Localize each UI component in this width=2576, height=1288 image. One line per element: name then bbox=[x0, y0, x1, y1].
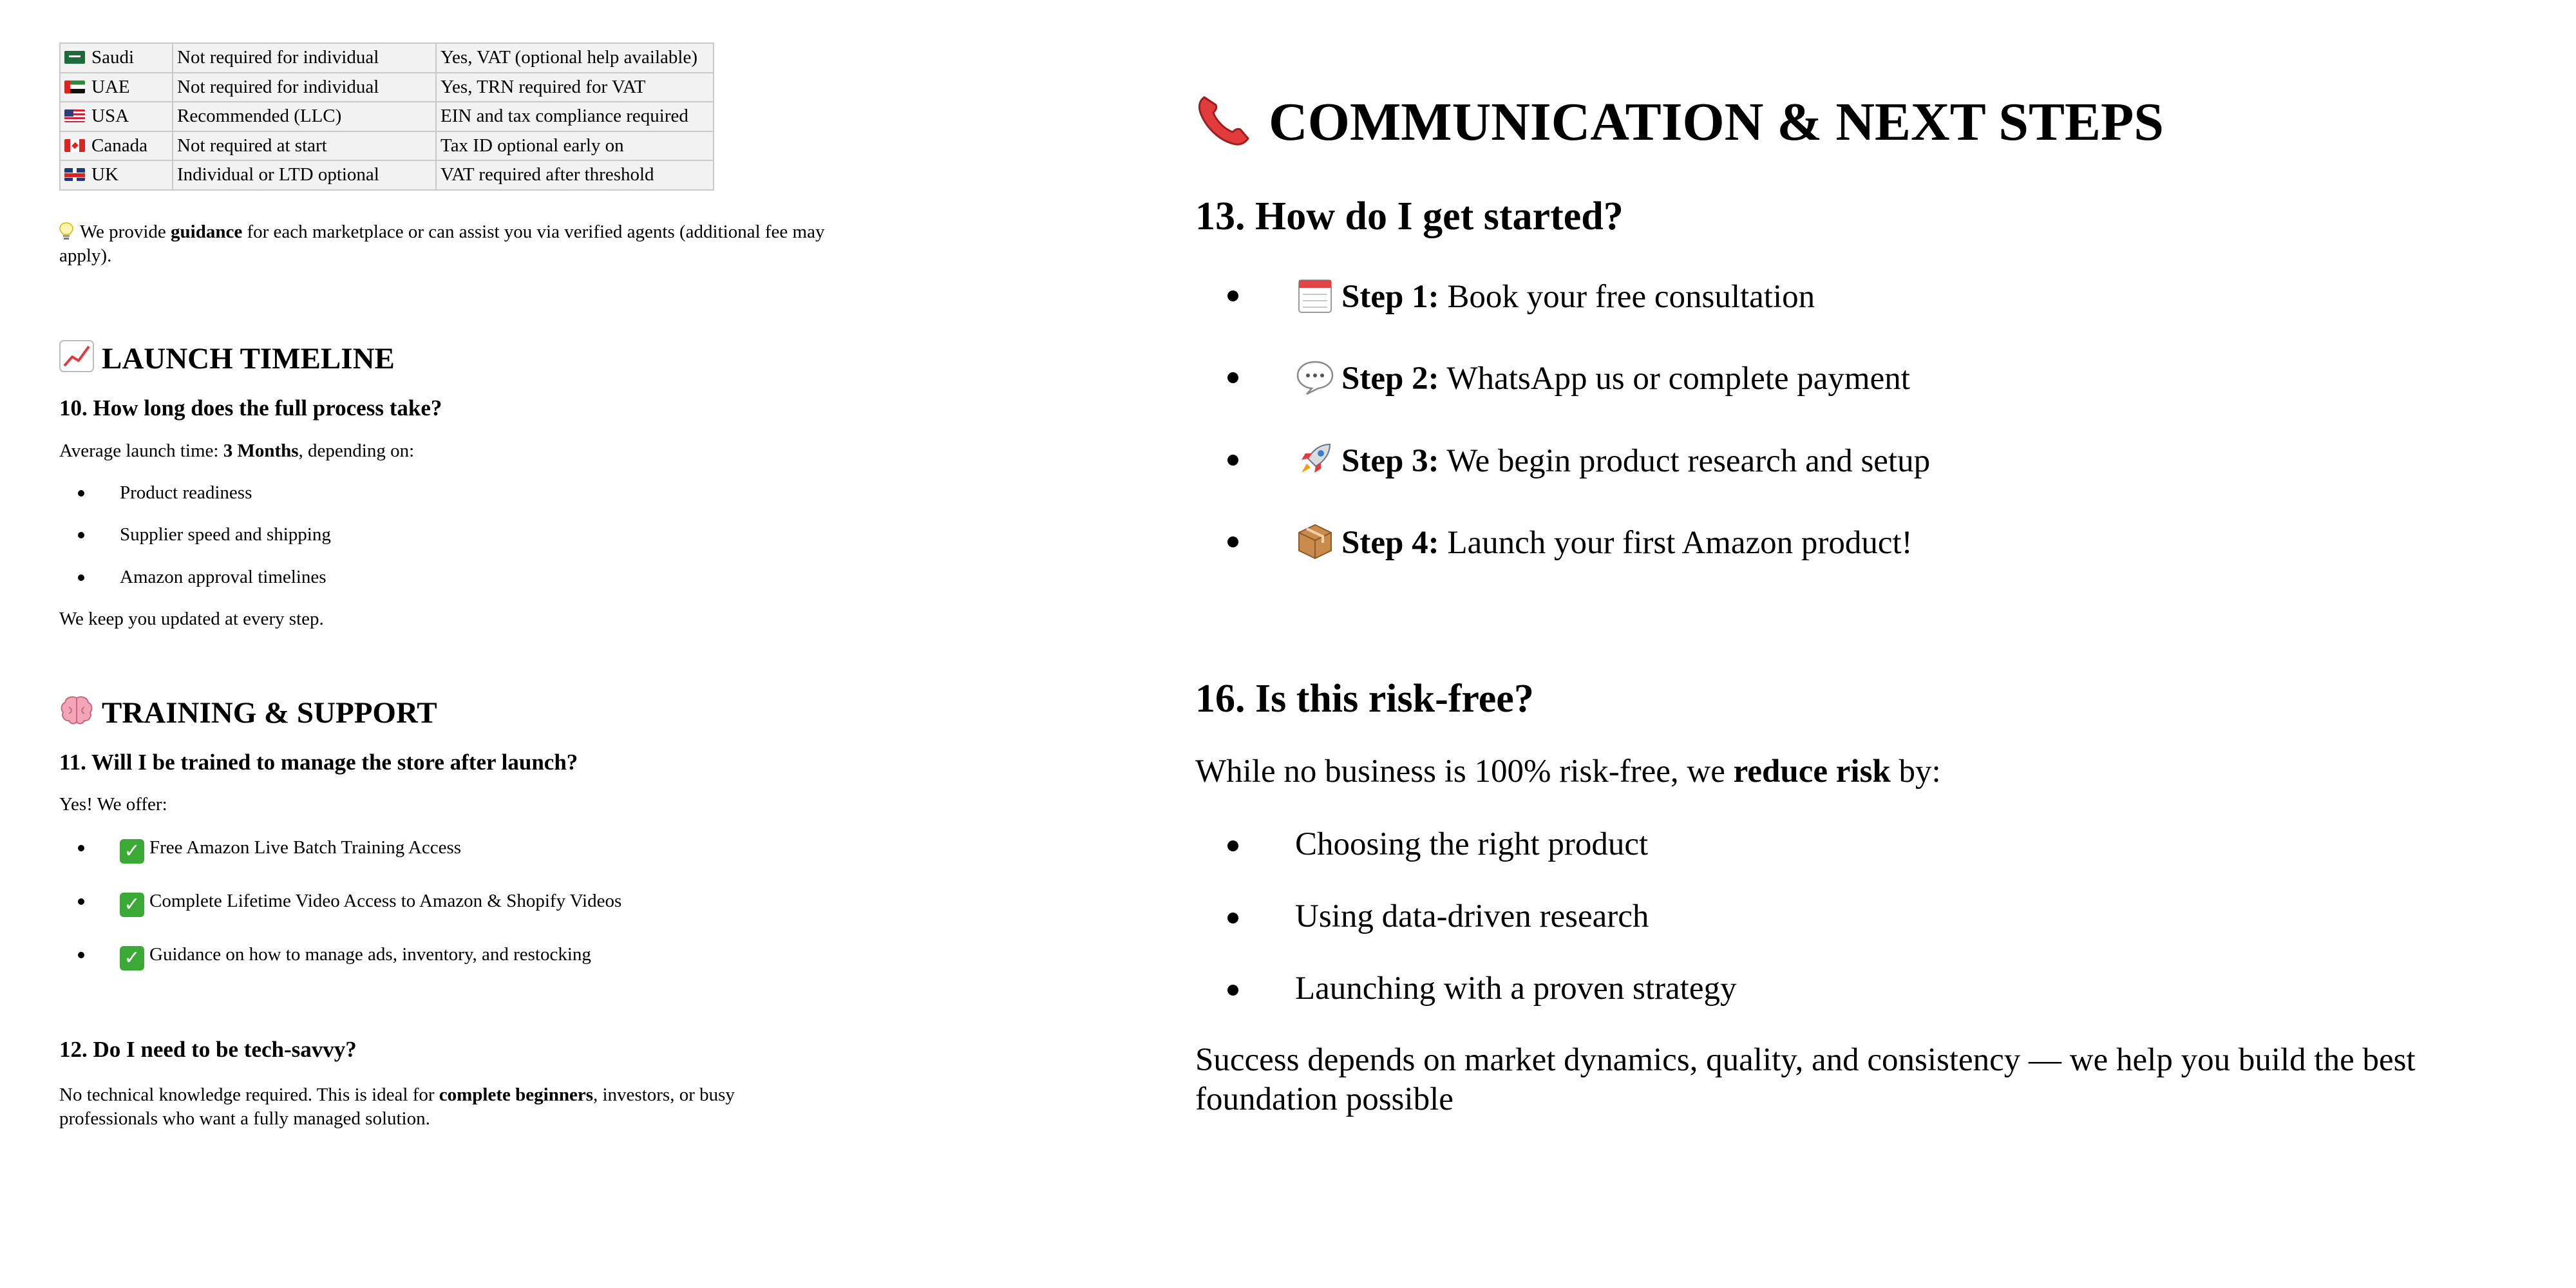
list-item: Amazon approval timelines bbox=[59, 565, 871, 589]
table-row bbox=[60, 160, 714, 190]
step-item-1 bbox=[1195, 275, 2522, 317]
list-item bbox=[59, 836, 871, 864]
step-text: WhatsApp us or complete payment bbox=[1439, 361, 1910, 397]
tax-cell: VAT required after threshold bbox=[436, 160, 714, 190]
step-text: We begin product research and setup bbox=[1439, 442, 1931, 479]
question-13: 13. How do I get started? bbox=[1195, 194, 1624, 238]
country-cell bbox=[60, 160, 173, 190]
table-row bbox=[60, 43, 714, 73]
check-mark-icon: ✓ bbox=[120, 839, 144, 864]
telephone-icon bbox=[1195, 92, 1255, 147]
launch-duration: 3 Months bbox=[223, 440, 299, 462]
list-item-text: Complete Lifetime Video Access to Amazon & Shopify Videos bbox=[149, 891, 622, 912]
training-support-heading bbox=[59, 694, 871, 731]
question-16: 16. Is this risk-free? bbox=[1195, 676, 1534, 721]
right-column bbox=[1195, 90, 2522, 1119]
country-name: USA bbox=[91, 106, 129, 127]
rocket-icon bbox=[1295, 439, 1335, 479]
tech-answer bbox=[59, 1083, 819, 1131]
step-item-3 bbox=[1195, 439, 2522, 481]
registration-cell: Recommended (LLC) bbox=[173, 102, 436, 131]
tax-cell: Tax ID optional early on bbox=[436, 131, 714, 161]
country-cell bbox=[60, 73, 173, 102]
check-mark-icon: ✓ bbox=[120, 893, 144, 917]
country-name: Canada bbox=[91, 135, 147, 156]
training-offer-list bbox=[59, 836, 871, 971]
list-item: Using data-driven research bbox=[1195, 897, 2522, 936]
saudi-flag-icon bbox=[64, 51, 85, 64]
package-icon bbox=[1295, 521, 1335, 561]
communication-heading-text: COMMUNICATION & NEXT STEPS bbox=[1269, 92, 2164, 152]
note-text-end: for each marketplace or can assist you via verified agents (additional fee may apply). bbox=[59, 221, 825, 266]
uae-flag-icon bbox=[64, 80, 85, 93]
question-12: 12. Do I need to be tech-savvy? bbox=[59, 1037, 357, 1063]
guidance-note bbox=[59, 220, 858, 268]
risk-intro bbox=[1195, 752, 2522, 791]
launch-timeline-heading bbox=[59, 340, 871, 377]
country-cell bbox=[60, 131, 173, 161]
step-text: Launch your first Amazon product! bbox=[1439, 524, 1913, 561]
left-column bbox=[59, 43, 871, 1132]
closing-statement: Success depends on market dynamics, quality, and consistency — we help you build the best foundation possible bbox=[1195, 1042, 2416, 1118]
tax-cell: Yes, TRN required for VAT bbox=[436, 73, 714, 102]
launch-heading-text: LAUNCH TIMELINE bbox=[102, 341, 395, 375]
question-10: 10. How long does the full process take? bbox=[59, 395, 442, 421]
registration-cell: Not required for individual bbox=[173, 73, 436, 102]
launch-intro-text: Average launch time: bbox=[59, 440, 223, 462]
tech-answer-end: , investors, or busy professionals who want a fully managed solution. bbox=[59, 1084, 735, 1130]
risk-intro-text: While no business is 100% risk-free, we bbox=[1195, 753, 1734, 790]
table-row bbox=[60, 131, 714, 161]
step-label: Step 2: bbox=[1341, 361, 1439, 397]
registration-cell: Individual or LTD optional bbox=[173, 160, 436, 190]
list-item bbox=[59, 943, 871, 971]
launch-factors-list bbox=[59, 481, 871, 589]
brain-icon bbox=[59, 694, 94, 726]
launch-intro-end: , depending on: bbox=[298, 440, 415, 462]
step-label: Step 3: bbox=[1341, 442, 1439, 479]
step-item-4 bbox=[1195, 521, 2522, 563]
country-cell bbox=[60, 43, 173, 73]
check-mark-icon: ✓ bbox=[120, 946, 144, 971]
table-row bbox=[60, 73, 714, 102]
usa-flag-icon bbox=[64, 109, 85, 122]
risk-reduction-list bbox=[1195, 825, 2522, 1009]
lightbulb-icon bbox=[59, 222, 73, 240]
table-row bbox=[60, 102, 714, 131]
note-bold: guidance bbox=[171, 221, 243, 242]
step-label: Step 1: bbox=[1341, 279, 1439, 316]
uk-flag-icon bbox=[64, 168, 85, 181]
canada-flag-icon bbox=[64, 139, 85, 152]
chart-increasing-icon bbox=[59, 340, 94, 372]
registration-cell: Not required for individual bbox=[173, 43, 436, 73]
list-item: Supplier speed and shipping bbox=[59, 523, 871, 547]
list-item: Product readiness bbox=[59, 481, 871, 505]
launch-outro: We keep you updated at every step. bbox=[59, 608, 324, 629]
country-requirements-table bbox=[59, 43, 714, 191]
question-11: 11. Will I be trained to manage the store after launch? bbox=[59, 750, 578, 775]
step-label: Step 4: bbox=[1341, 524, 1439, 561]
risk-intro-bold: reduce risk bbox=[1733, 753, 1891, 790]
speech-bubble-icon bbox=[1295, 357, 1335, 397]
calendar-icon bbox=[1295, 275, 1335, 315]
country-cell bbox=[60, 102, 173, 131]
communication-heading bbox=[1195, 90, 2522, 155]
training-intro: Yes! We offer: bbox=[59, 794, 167, 815]
tech-answer-bold: complete beginners bbox=[439, 1084, 593, 1106]
training-heading-text: TRAINING & SUPPORT bbox=[102, 696, 437, 730]
country-name: Saudi bbox=[91, 47, 135, 68]
registration-cell: Not required at start bbox=[173, 131, 436, 161]
tax-cell: Yes, VAT (optional help available) bbox=[436, 43, 714, 73]
launch-intro bbox=[59, 439, 871, 463]
step-item-2 bbox=[1195, 357, 2522, 399]
step-text: Book your free consultation bbox=[1439, 279, 1815, 316]
steps-list bbox=[1195, 275, 2522, 563]
list-item bbox=[59, 889, 871, 917]
list-item-text: Guidance on how to manage ads, inventory, and restocking bbox=[149, 944, 591, 965]
note-text: We provide bbox=[80, 221, 171, 242]
list-item: Launching with a proven strategy bbox=[1195, 969, 2522, 1009]
risk-intro-end: by: bbox=[1890, 753, 1941, 790]
tech-answer-text: No technical knowledge required. This is ideal for bbox=[59, 1084, 439, 1106]
tax-cell: EIN and tax compliance required bbox=[436, 102, 714, 131]
country-name: UAE bbox=[91, 76, 130, 97]
list-item: Choosing the right product bbox=[1195, 825, 2522, 864]
country-name: UK bbox=[91, 164, 118, 185]
list-item-text: Free Amazon Live Batch Training Access bbox=[149, 837, 462, 858]
